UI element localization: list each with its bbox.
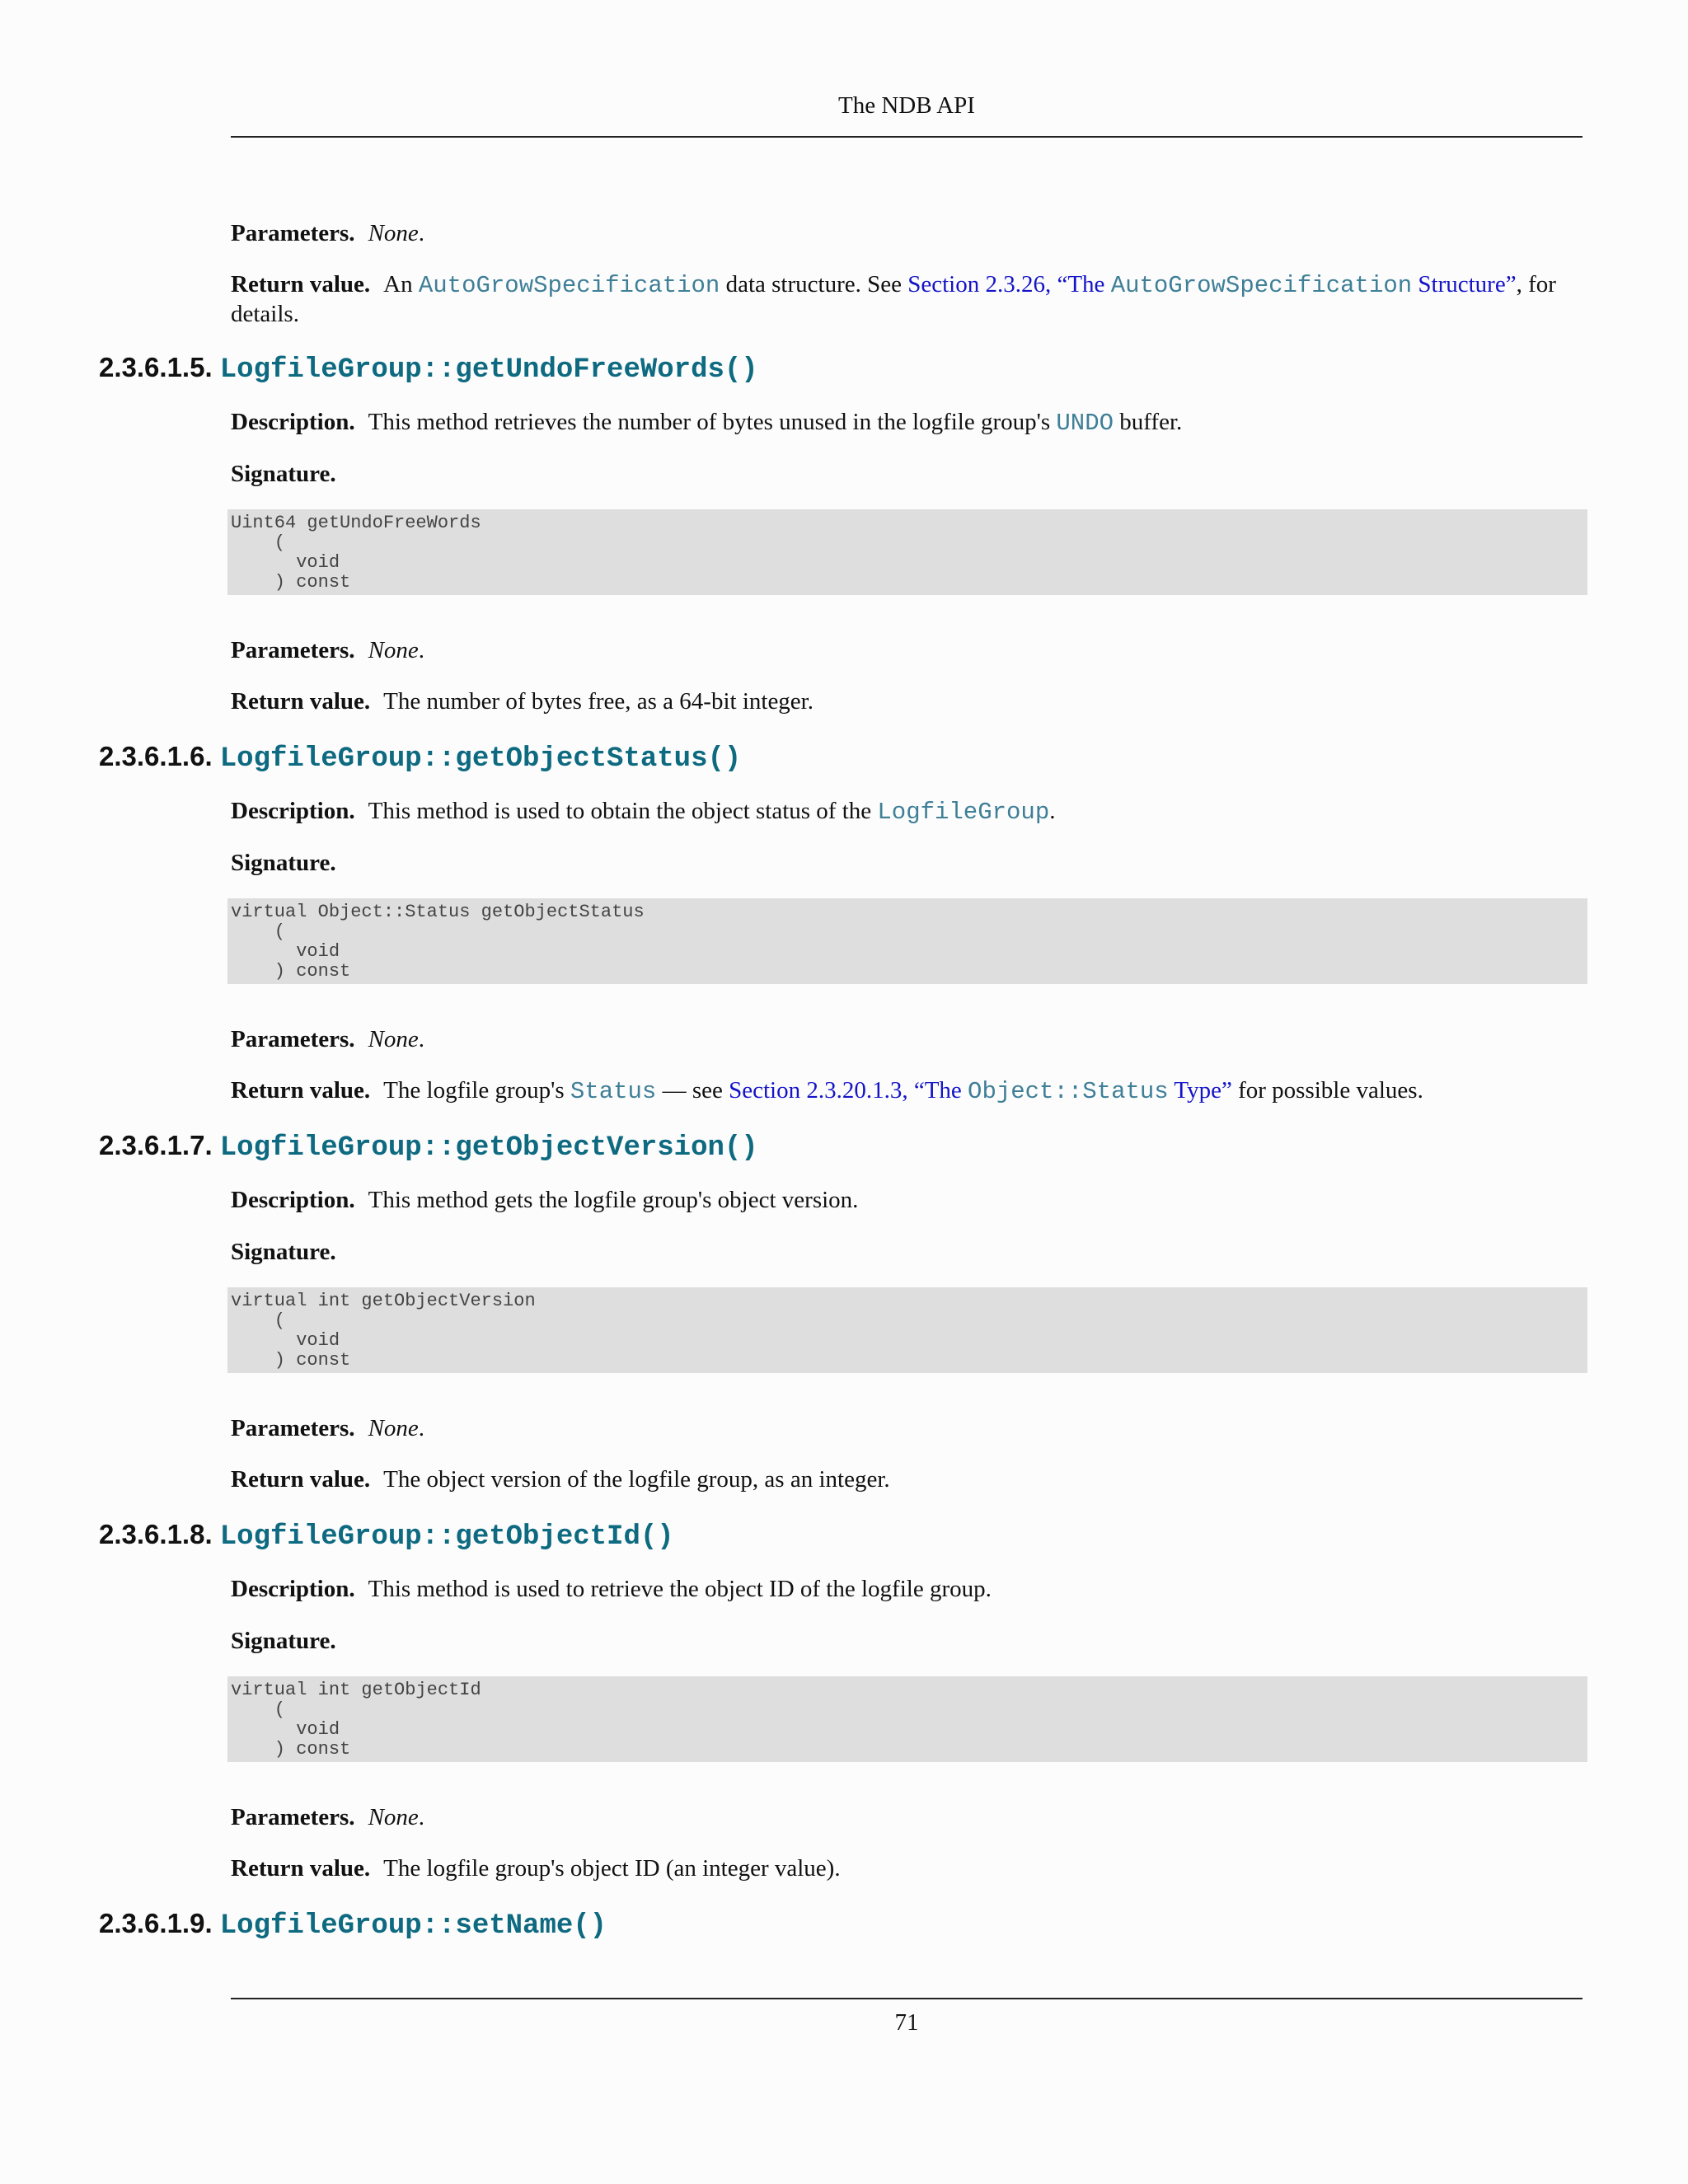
description-label: Description. <box>231 1576 355 1602</box>
parameters-label: Parameters. <box>231 1804 355 1830</box>
return-value <box>231 1076 1582 1106</box>
description-label: Description. <box>231 409 355 435</box>
code-line: virtual Object::Status getObjectStatus <box>231 902 645 922</box>
page-header-title: The NDB API <box>838 92 975 119</box>
description <box>231 797 1582 827</box>
code-line: virtual int getObjectId <box>231 1680 481 1700</box>
code-line: ( <box>231 1310 286 1331</box>
return-label: Return value. <box>231 1466 371 1493</box>
autogrowspecification-link[interactable] <box>907 271 1516 298</box>
description-code: UNDO <box>1056 410 1114 437</box>
parameters-label: Parameters. <box>231 1415 355 1441</box>
section-heading-getobjectid <box>99 1518 1582 1554</box>
code-line: ) const <box>231 961 351 982</box>
code-line: ( <box>231 921 286 942</box>
return-code: AutoGrowSpecification <box>418 272 720 299</box>
return-pre: The logfile group's <box>383 1077 565 1104</box>
section-method-name: LogfileGroup::getObjectId() <box>219 1521 674 1553</box>
page-number: 71 <box>894 2009 919 2036</box>
code-line: Uint64 getUndoFreeWords <box>231 513 481 533</box>
parameters-period: . <box>418 1415 425 1441</box>
section-method-name: LogfileGroup::getObjectStatus() <box>219 743 742 775</box>
code-line: ( <box>231 532 286 553</box>
code-line: void <box>231 941 340 962</box>
link-code: Object::Status <box>968 1078 1169 1105</box>
description-pre: This method is used to obtain the object status of the <box>368 798 872 824</box>
link-text-pre: Section 2.3.20.1.3, “The <box>729 1077 962 1104</box>
signature-heading <box>231 1627 1582 1655</box>
code-line: void <box>231 1719 340 1740</box>
parameters-value: None <box>368 1026 419 1052</box>
section-number: 2.3.6.1.8. <box>99 1519 213 1549</box>
return-code: Status <box>570 1078 657 1105</box>
signature-code-block <box>227 898 1587 984</box>
description-text: This method is used to retrieve the object ID of the logfile group. <box>368 1576 992 1602</box>
parameters-label: Parameters. <box>231 1026 355 1052</box>
return-label: Return value. <box>231 1077 371 1104</box>
code-line: ) const <box>231 1739 351 1760</box>
parameters-period: . <box>418 1804 425 1830</box>
return-text: The number of bytes free, as a 64-bit integer. <box>383 688 814 715</box>
section-method-name: LogfileGroup::getUndoFreeWords() <box>219 354 758 386</box>
return-label: Return value. <box>231 688 371 715</box>
signature-label: Signature. <box>231 461 336 487</box>
description <box>231 408 1582 438</box>
signature-label: Signature. <box>231 1239 336 1265</box>
description <box>231 1575 1582 1603</box>
parameters <box>231 1414 1582 1442</box>
description-label: Description. <box>231 798 355 824</box>
section-number: 2.3.6.1.9. <box>99 1908 213 1938</box>
section-number: 2.3.6.1.7. <box>99 1130 213 1160</box>
intro-return-value <box>231 270 1582 328</box>
section-number: 2.3.6.1.6. <box>99 741 213 771</box>
signature-heading <box>231 849 1582 877</box>
description-label: Description. <box>231 1187 355 1213</box>
description-post: buffer. <box>1119 409 1183 435</box>
link-text-post: Type” <box>1174 1077 1232 1104</box>
return-label: Return value. <box>231 1855 371 1882</box>
signature-label: Signature. <box>231 1628 336 1654</box>
object-status-type-link[interactable] <box>729 1077 1232 1104</box>
link-text-pre: Section 2.3.26, “The <box>907 271 1105 298</box>
return-value <box>231 1465 1582 1493</box>
description <box>231 1186 1582 1214</box>
section-heading-setname <box>99 1907 1582 1943</box>
return-tail: , for details. <box>231 271 1556 327</box>
code-line: ( <box>231 1699 286 1720</box>
parameters <box>231 636 1582 664</box>
code-line: ) const <box>231 1350 351 1371</box>
return-prefix: An <box>383 271 413 298</box>
link-code: AutoGrowSpecification <box>1110 272 1413 299</box>
parameters-period: . <box>418 220 425 246</box>
parameters <box>231 1803 1582 1831</box>
parameters-period: . <box>418 637 425 663</box>
return-value <box>231 687 1582 715</box>
code-line: ) const <box>231 572 351 593</box>
parameters-value: None <box>368 1804 419 1830</box>
intro-parameters <box>231 219 1582 247</box>
signature-heading <box>231 460 1582 488</box>
return-tail: for possible values. <box>1238 1077 1423 1104</box>
signature-label: Signature. <box>231 850 336 876</box>
section-heading-getobjectstatus <box>99 740 1582 776</box>
code-line: virtual int getObjectVersion <box>231 1291 536 1311</box>
footer-rule <box>231 1998 1582 1999</box>
parameters-label: Parameters. <box>231 637 355 663</box>
parameters-period: . <box>418 1026 425 1052</box>
parameters <box>231 1025 1582 1053</box>
return-mid: — see <box>662 1077 723 1104</box>
return-text: The logfile group's object ID (an integer value). <box>383 1855 841 1882</box>
signature-heading <box>231 1238 1582 1266</box>
return-mid: data structure. See <box>725 271 902 298</box>
parameters-label: Parameters. <box>231 220 355 246</box>
parameters-value: None <box>368 1415 419 1441</box>
link-text-post: Structure” <box>1418 271 1517 298</box>
section-method-name: LogfileGroup::getObjectVersion() <box>219 1132 758 1164</box>
section-heading-getundofreewords <box>99 351 1582 387</box>
code-line: void <box>231 552 340 573</box>
description-pre: This method retrieves the number of bytes unused in the logfile group's <box>368 409 1051 435</box>
section-heading-getobjectversion <box>99 1129 1582 1165</box>
header-rule <box>231 136 1582 138</box>
code-line: void <box>231 1330 340 1351</box>
return-value <box>231 1854 1582 1882</box>
section-number: 2.3.6.1.5. <box>99 352 213 382</box>
parameters-value: None <box>368 637 419 663</box>
signature-code-block <box>227 509 1587 595</box>
description-code: LogfileGroup <box>877 799 1050 826</box>
signature-code-block <box>227 1287 1587 1373</box>
parameters-value: None <box>368 220 419 246</box>
description-post: . <box>1049 798 1056 824</box>
return-label: Return value. <box>231 271 371 298</box>
description-text: This method gets the logfile group's object version. <box>368 1187 859 1213</box>
section-method-name: LogfileGroup::setName() <box>219 1910 607 1942</box>
signature-code-block <box>227 1676 1587 1762</box>
return-text: The object version of the logfile group, as an integer. <box>383 1466 890 1493</box>
